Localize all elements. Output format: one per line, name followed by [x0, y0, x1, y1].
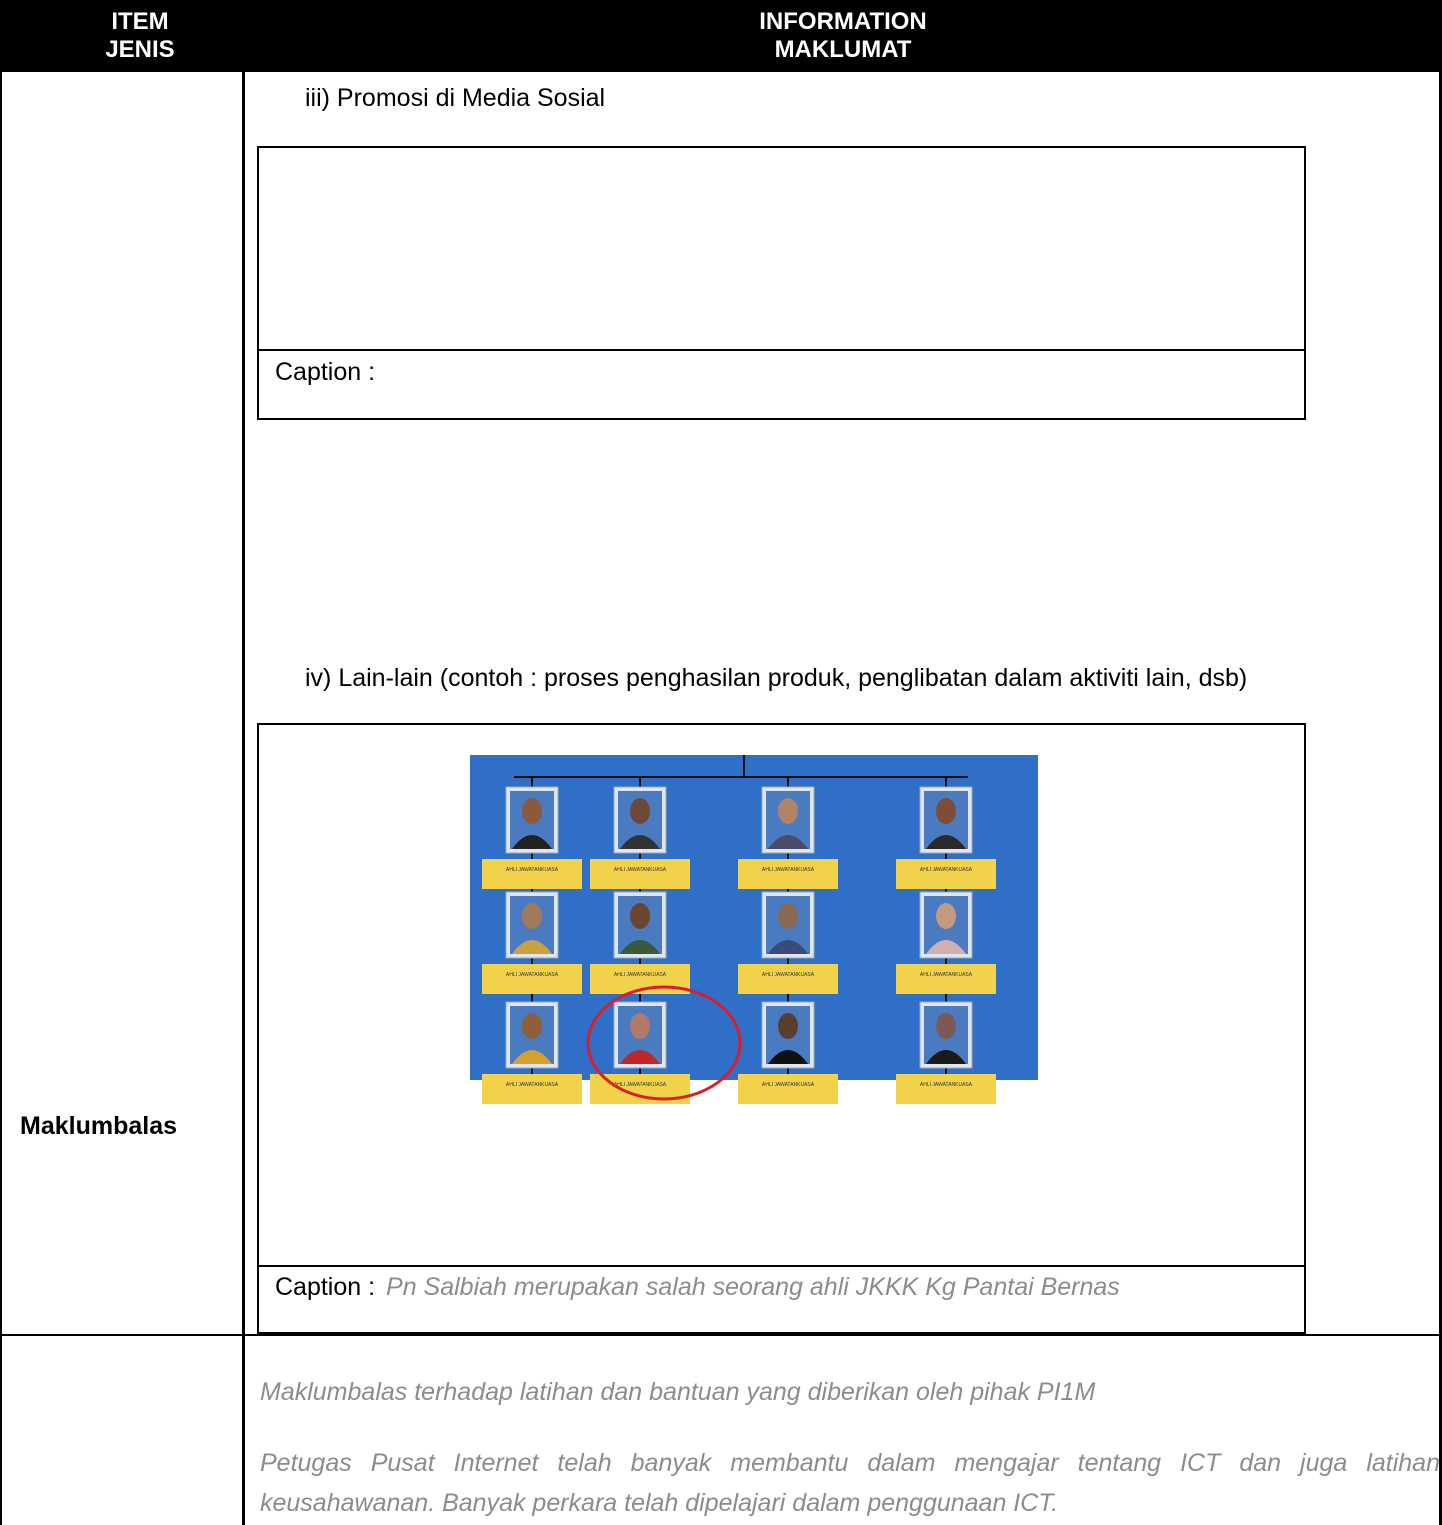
portrait-face [522, 903, 542, 929]
portrait-face [522, 798, 542, 824]
row-divider [0, 1334, 1442, 1336]
portrait-face [936, 1013, 956, 1039]
committee-board-photo [470, 755, 1038, 1088]
name-plate-label: AHLI JAWATANKUASA [761, 1082, 815, 1088]
portrait-face [778, 798, 798, 824]
name-plate-label: AHLI JAWATANKUASA [919, 1082, 973, 1088]
maklumbalas-label: Maklumbalas [20, 1112, 178, 1140]
lain-lain-heading: iv) Lain-lain (contoh : proses penghasilan produk, penglibatan dalam aktiviti lain, dsb) [305, 664, 1248, 692]
maklumbalas-paragraph: Petugas Pusat Internet telah banyak membantu dalam mengajar tentang ICT dan juga latihan keusahawanan. Banyak perkara telah dipelajari dalam penggunaan ICT. [260, 1449, 1440, 1517]
name-plate [738, 1074, 838, 1104]
portrait-face [936, 798, 956, 824]
header-jenis-label: JENIS [105, 36, 175, 63]
header-item-column [40, 8, 240, 64]
lain-lain-caption [275, 1273, 1120, 1302]
name-plate [482, 964, 582, 994]
header-information-label: INFORMATION [759, 8, 927, 35]
name-plate [482, 859, 582, 889]
committee-board-image [470, 755, 1038, 1088]
header-item-label: ITEM [111, 8, 169, 35]
portrait-face [630, 798, 650, 824]
name-plate-label: AHLI JAWATANKUASA [919, 972, 973, 978]
header-info-column [244, 8, 1442, 64]
name-plate [896, 964, 996, 994]
table-header [0, 0, 1442, 72]
name-plate-label: AHLI JAWATANKUASA [613, 1082, 667, 1088]
promosi-heading: iii) Promosi di Media Sosial [305, 84, 606, 112]
portrait-face [630, 1013, 650, 1039]
name-plate-label: AHLI JAWATANKUASA [613, 972, 667, 978]
name-plate-label: AHLI JAWATANKUASA [505, 867, 559, 873]
name-plate [590, 859, 690, 889]
name-plate-label: AHLI JAWATANKUASA [613, 867, 667, 873]
table-left-border [0, 72, 2, 1525]
name-plate-label: AHLI JAWATANKUASA [919, 867, 973, 873]
lain-lain-caption-text: Pn Salbiah merupakan salah seorang ahli JKKK Kg Pantai Bernas [386, 1273, 1120, 1301]
name-plate-label: AHLI JAWATANKUASA [761, 867, 815, 873]
name-plate [738, 859, 838, 889]
lain-lain-caption-divider [259, 1265, 1304, 1267]
name-plate-label: AHLI JAWATANKUASA [505, 972, 559, 978]
portrait-face [630, 903, 650, 929]
promosi-caption [275, 358, 379, 387]
portrait-face [936, 903, 956, 929]
portrait-face [778, 903, 798, 929]
name-plate [738, 964, 838, 994]
name-plate-label: AHLI JAWATANKUASA [505, 1082, 559, 1088]
name-plate [896, 859, 996, 889]
lain-lain-caption-label: Caption : [275, 1273, 376, 1301]
name-plate [896, 1074, 996, 1104]
name-plate-label: AHLI JAWATANKUASA [761, 972, 815, 978]
promosi-caption-label: Caption : [275, 358, 376, 386]
portrait-face [778, 1013, 798, 1039]
name-plate [482, 1074, 582, 1104]
portrait-face [522, 1013, 542, 1039]
promosi-image-box [257, 146, 1306, 420]
header-maklumat-label: MAKLUMAT [774, 36, 912, 63]
promosi-caption-divider [259, 349, 1304, 351]
column-divider [242, 72, 245, 1525]
maklumbalas-line1: Maklumbalas terhadap latihan dan bantuan yang diberikan oleh pihak PI1M [260, 1378, 1096, 1406]
